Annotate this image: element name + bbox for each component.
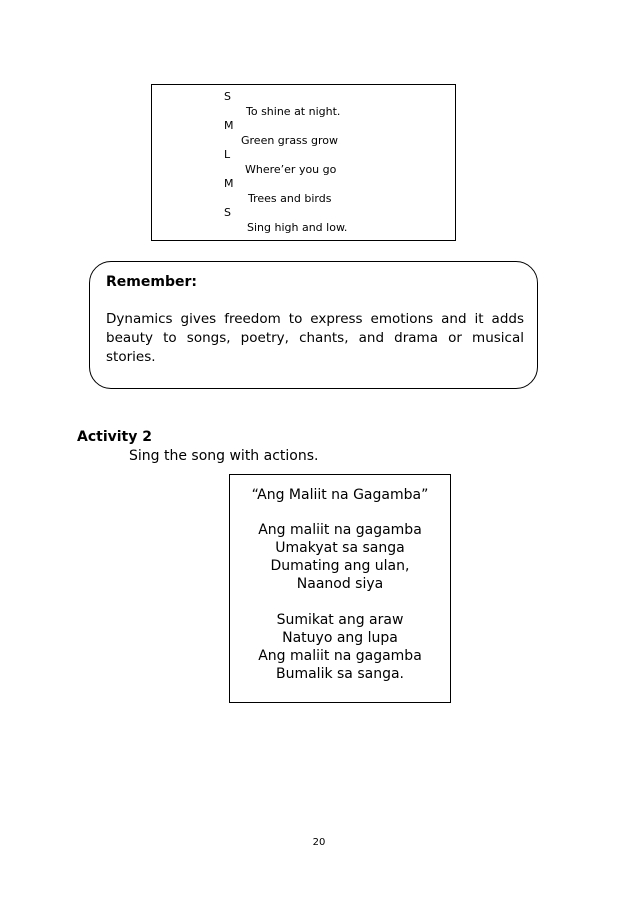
song-line: Bumalik sa sanga.	[275, 666, 405, 682]
song-line: Natuyo ang lupa	[282, 630, 398, 646]
song-line: Ang maliit na gagamba	[258, 522, 422, 538]
activity-title: Activity 2	[77, 429, 152, 445]
poem-line: To shine at night.	[246, 105, 341, 118]
poem-line: Sing high and low.	[247, 221, 348, 234]
page-number: 20	[312, 837, 326, 848]
poem-line: Green grass grow	[241, 134, 339, 147]
song-line: Ang maliit na gagamba	[258, 648, 422, 664]
activity-instruction: Sing the song with actions.	[129, 448, 319, 464]
song-line: Sumikat ang araw	[276, 612, 404, 628]
poem-box	[151, 84, 456, 241]
poem-line: Trees and birds	[248, 192, 332, 205]
song-title: “Ang Maliit na Gagamba”	[251, 487, 429, 503]
dynamics-letter: M	[224, 119, 234, 132]
song-line: Umakyat sa sanga	[275, 540, 405, 556]
song-line: Dumating ang ulan,	[270, 558, 410, 574]
dynamics-letter: S	[224, 90, 231, 103]
song-box	[229, 474, 451, 703]
song-stanza-1	[230, 521, 450, 593]
song-stanza-2	[230, 611, 450, 683]
dynamics-letter: M	[224, 177, 234, 190]
remember-title: Remember:	[106, 274, 197, 290]
dynamics-letter: L	[224, 148, 231, 161]
song-line: Naanod siya	[296, 576, 384, 592]
remember-text: Dynamics gives freedom to express emotions and it adds beauty to songs, poetry, chants, and drama or musical stories.	[106, 311, 524, 365]
remember-box	[89, 261, 538, 389]
poem-line: Where’er you go	[245, 163, 337, 176]
dynamics-letter: S	[224, 206, 231, 219]
